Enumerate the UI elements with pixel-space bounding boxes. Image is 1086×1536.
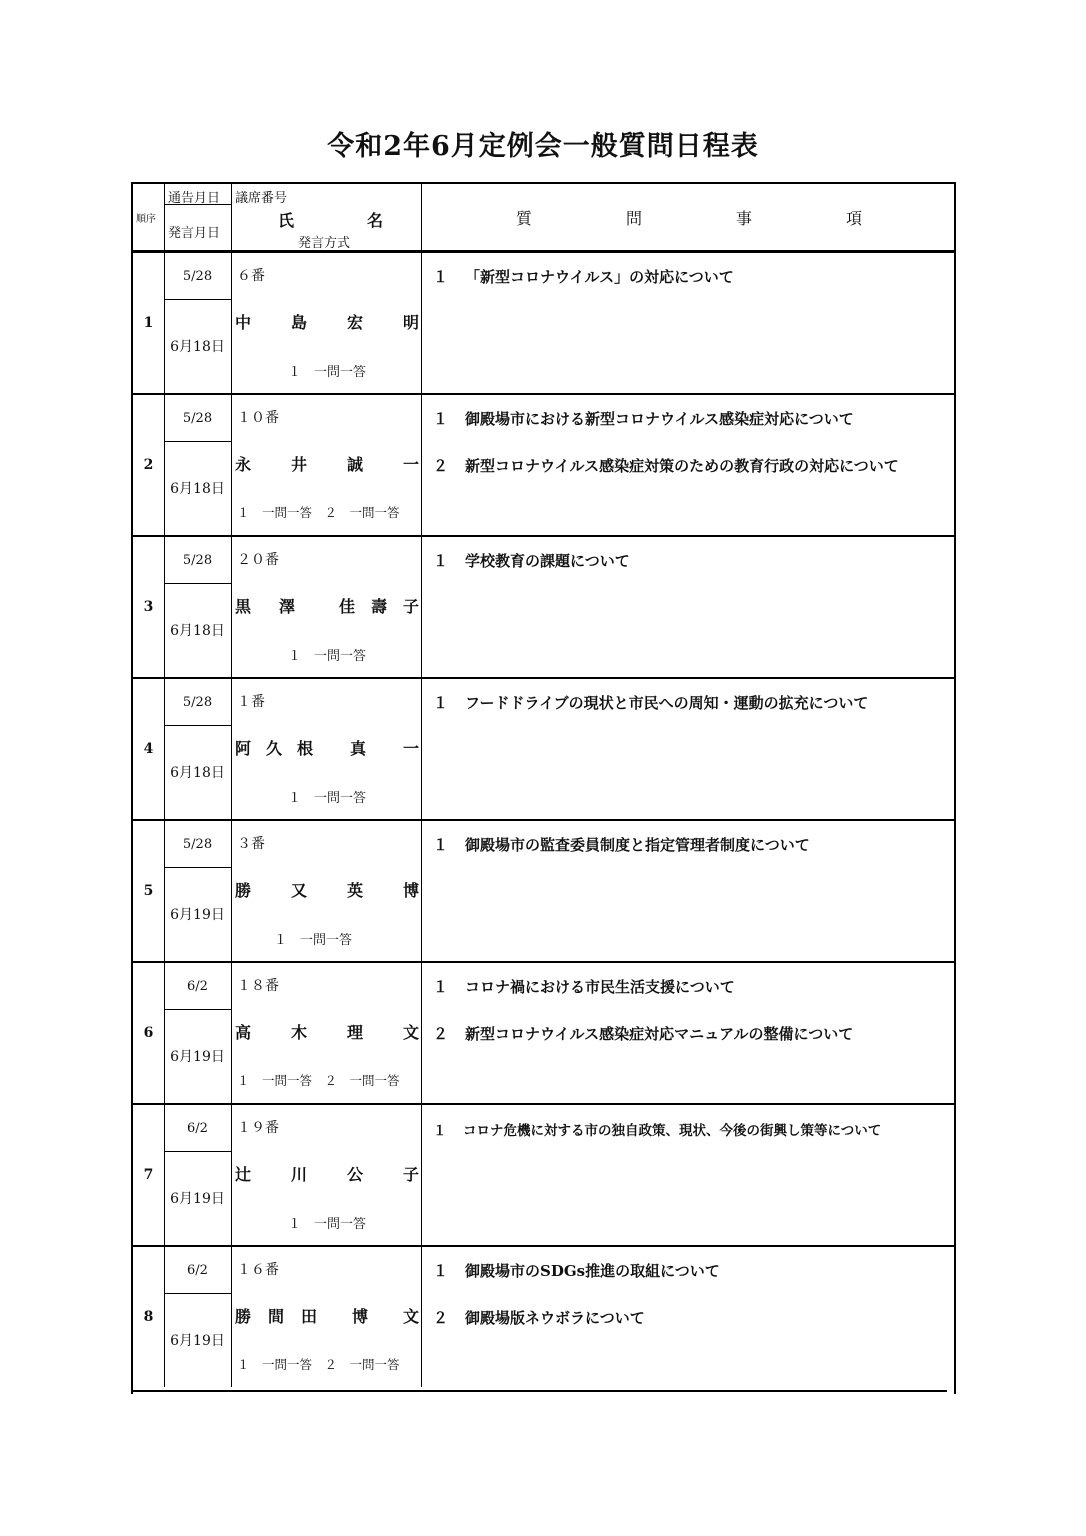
row-seq: 3: [143, 599, 154, 615]
name-char: 子: [402, 597, 419, 616]
question-item: [433, 408, 854, 429]
row-notice-date: 5/28: [182, 836, 213, 852]
row-seat: １９番: [237, 1120, 279, 1136]
header-subject-char-1: 質: [516, 209, 533, 228]
row-seq: 6: [143, 1025, 154, 1041]
row-speech-date: 6月18日: [170, 623, 225, 639]
name-char: 明: [402, 313, 419, 332]
question-text: フードドライブの現状と市民への周知・運動の拡充について: [465, 694, 869, 712]
row-notice-date: 6/2: [187, 1262, 208, 1278]
question-item: [433, 1023, 853, 1044]
row-method: １ 一問一答: [287, 365, 366, 380]
header-speech-date: 発言月日: [168, 226, 221, 241]
name-char: 勝: [235, 881, 252, 900]
name-char: 理: [346, 1023, 363, 1042]
name-char: 博: [351, 1307, 368, 1326]
row-seat: １８番: [237, 978, 279, 994]
table-row: [133, 963, 954, 1105]
row-method: １ 一問一答: [273, 933, 352, 948]
question-number: １: [433, 694, 449, 712]
row-method: １ 一問一答: [287, 1217, 366, 1232]
name-char: 宏: [346, 313, 363, 332]
name-char: 一: [402, 455, 419, 474]
question-text: コロナ危機に対する市の独自政策、現状、今後の街興し策等について: [463, 1123, 882, 1139]
name-char: 文: [402, 1023, 419, 1042]
question-text: コロナ禍における市民生活支援について: [465, 978, 735, 996]
row-speech-date: 6月19日: [170, 1049, 225, 1065]
header-method: 発言方式: [298, 236, 351, 251]
name-char: 真: [349, 739, 366, 758]
table-row: [133, 679, 954, 821]
row-method: １ 一問一答: [287, 791, 366, 806]
row-seat: ３番: [237, 836, 265, 852]
row-member-name: [235, 1020, 419, 1043]
name-char: 壽: [370, 597, 387, 616]
row-speech-date: 6月19日: [170, 907, 225, 923]
name-char: 井: [290, 455, 307, 474]
page-title: 令和2年6月定例会一般質問日程表: [327, 131, 759, 162]
row-notice-date: 5/28: [182, 552, 213, 568]
header-seat: 議席番号: [235, 191, 288, 206]
header-subject-char-2: 問: [625, 209, 642, 228]
question-text: 御殿場版ネウボラについて: [465, 1309, 645, 1327]
header-name: [278, 208, 383, 231]
row-seq: 7: [143, 1167, 154, 1183]
question-item: [433, 550, 630, 571]
row-member-name: [235, 736, 419, 759]
name-char: 根: [296, 739, 313, 758]
name-char: 間: [267, 1307, 284, 1326]
question-number: １: [433, 1123, 447, 1139]
row-seq: 4: [143, 741, 154, 757]
name-char: 誠: [346, 455, 363, 474]
row-member-name: [235, 594, 419, 617]
row-seq: 8: [143, 1309, 154, 1325]
row-member-name: [235, 452, 419, 475]
table-row: [133, 1247, 954, 1387]
header-subject: [516, 206, 862, 229]
name-char: 島: [290, 313, 307, 332]
table-row: [133, 537, 954, 679]
name-char: 博: [402, 881, 419, 900]
question-number: １: [433, 410, 449, 428]
question-number: １: [433, 268, 449, 286]
question-text: 「新型コロナウイルス」の対応について: [465, 268, 734, 286]
question-number: ２: [433, 457, 449, 475]
header-subject-char-3: 事: [735, 209, 752, 228]
question-item: [433, 455, 899, 476]
question-item: [433, 1119, 881, 1139]
row-member-name: [235, 1162, 419, 1185]
schedule-table: [131, 182, 956, 1394]
name-char: 川: [290, 1165, 307, 1184]
question-text: 新型コロナウイルス感染症対策のための教育行政の対応について: [465, 457, 899, 475]
question-number: １: [433, 836, 449, 854]
question-number: １: [433, 1262, 449, 1280]
name-char: 文: [402, 1307, 419, 1326]
row-notice-date: 5/28: [182, 694, 213, 710]
row-notice-date: 5/28: [182, 410, 213, 426]
row-notice-date: 6/2: [187, 1120, 208, 1136]
row-seat: ２０番: [237, 552, 279, 568]
table-row: [133, 395, 954, 537]
question-item: [433, 1307, 645, 1328]
row-speech-date: 6月18日: [170, 339, 225, 355]
row-method: １ 一問一答 ２ 一問一答: [237, 1073, 400, 1088]
name-char: 勝: [235, 1307, 252, 1326]
row-seq: 2: [143, 457, 154, 473]
header-notice-date: 通告月日: [168, 191, 221, 206]
question-text: 新型コロナウイルス感染症対応マニュアルの整備について: [465, 1025, 854, 1043]
name-char: 公: [346, 1165, 363, 1184]
header-name-char-1: 氏: [278, 211, 295, 230]
row-speech-date: 6月19日: [170, 1191, 225, 1207]
row-notice-date: 6/2: [187, 978, 208, 994]
name-char: 子: [402, 1165, 419, 1184]
name-char: 又: [290, 881, 307, 900]
question-number: ２: [433, 1309, 449, 1327]
header-name-char-2: 名: [366, 211, 383, 230]
table-row: [133, 253, 954, 395]
name-char: 佳: [338, 597, 355, 616]
question-number: １: [433, 552, 449, 570]
header-subject-char-4: 項: [845, 209, 862, 228]
row-seat: １０番: [237, 410, 279, 426]
name-char: 木: [290, 1023, 307, 1042]
row-seq: 5: [143, 883, 154, 899]
question-item: [433, 834, 810, 855]
question-text: 御殿場市の監査委員制度と指定管理者制度について: [465, 836, 810, 854]
table-bottom-border: [131, 1390, 947, 1392]
row-speech-date: 6月18日: [170, 765, 225, 781]
row-method: １ 一問一答: [287, 649, 366, 664]
row-speech-date: 6月19日: [170, 1333, 225, 1349]
name-char: 高: [235, 1023, 252, 1042]
name-char: 中: [235, 313, 252, 332]
question-number: ２: [433, 1025, 449, 1043]
name-char: 澤: [278, 597, 295, 616]
question-item: [433, 1260, 720, 1281]
row-member-name: [235, 878, 419, 901]
question-number: １: [433, 978, 449, 996]
question-item: [433, 266, 734, 287]
question-text: 御殿場市における新型コロナウイルス感染症対応について: [465, 410, 854, 428]
question-text: 学校教育の課題について: [465, 552, 630, 570]
row-seat: １番: [237, 694, 265, 710]
table-row: [133, 821, 954, 963]
name-char: 永: [235, 455, 252, 474]
row-seq: 1: [143, 315, 154, 331]
name-char: 黒: [235, 597, 252, 616]
question-item: [433, 692, 868, 713]
row-method: １ 一問一答 ２ 一問一答: [237, 1357, 400, 1372]
row-speech-date: 6月18日: [170, 481, 225, 497]
name-char: 久: [265, 739, 282, 758]
name-char: 英: [346, 881, 363, 900]
row-member-name: [235, 1304, 419, 1327]
name-char: 辻: [235, 1165, 252, 1184]
row-notice-date: 5/28: [182, 268, 213, 284]
question-item: [433, 976, 735, 997]
header-seq: 順序: [136, 214, 156, 225]
row-method: １ 一問一答 ２ 一問一答: [237, 505, 400, 520]
name-char: 一: [402, 739, 419, 758]
question-text: 御殿場市のSDGs推進の取組について: [465, 1262, 720, 1280]
row-seat: １６番: [237, 1262, 279, 1278]
row-seat: ６番: [237, 268, 265, 284]
name-char: 田: [300, 1307, 317, 1326]
row-member-name: [235, 310, 419, 333]
table-row: [133, 1105, 954, 1247]
table-header: [133, 184, 954, 253]
name-char: 阿: [235, 739, 252, 758]
